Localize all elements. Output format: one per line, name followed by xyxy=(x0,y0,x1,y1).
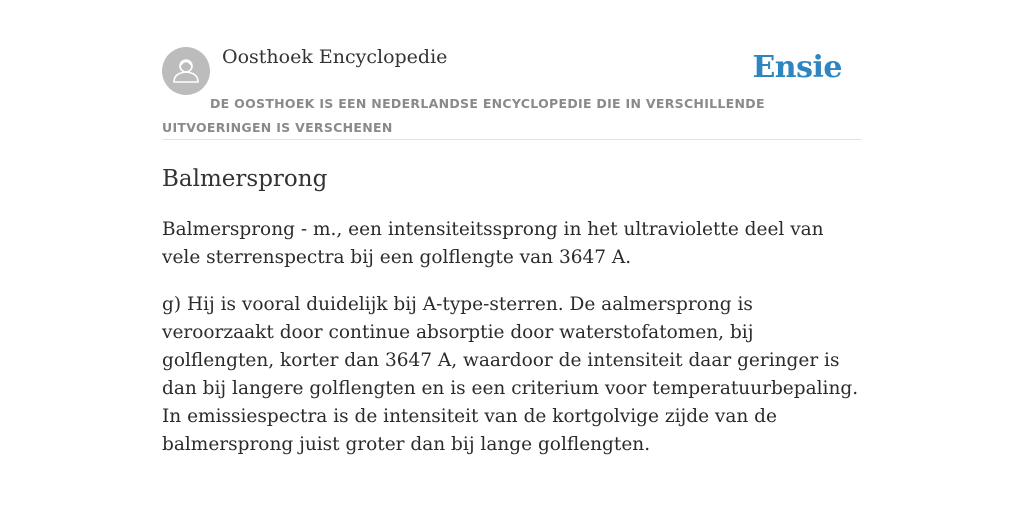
brand-logo[interactable]: Ensie xyxy=(752,50,842,85)
site-title[interactable]: Oosthoek Encyclopedie xyxy=(222,46,448,68)
article-paragraph-2: g) Hij is vooral duidelijk bij A-type-sterren. De aalmersprong is veroorzaakt door continue absorptie door waterstofatomen, bij golflengten, korter dan 3647 A, waardoor de intensiteit daar geringer is dan bij langere golflengten en is een criterium voor temperatuurbepaling. In emissiespectra is de intensiteit van de kortgolvige zijde van de balmersprong juist groter dan bij lange golflengten. xyxy=(162,294,859,455)
user-avatar-icon[interactable] xyxy=(162,47,210,95)
article-paragraph-1: Balmersprong - m., een intensiteitssprong in het ultraviolette deel van vele sterrenspectra bij een golflengte van 3647 A. xyxy=(162,219,824,268)
page-container xyxy=(162,40,862,459)
page-header xyxy=(162,40,862,140)
article-title: Balmersprong xyxy=(162,166,328,192)
site-tagline: DE OOSTHOEK IS EEN NEDERLANDSE ENCYCLOPEDIE DIE IN VERSCHILLENDE UITVOERINGEN IS VERSCHENEN xyxy=(162,96,765,135)
